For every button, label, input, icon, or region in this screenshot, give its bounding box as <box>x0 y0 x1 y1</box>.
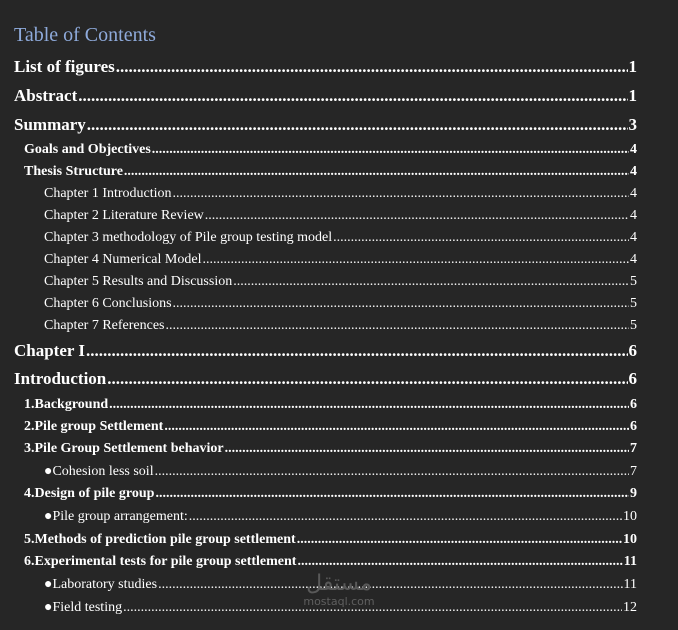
toc-page-number: 7 <box>630 441 637 456</box>
bullet-icon: ● <box>44 509 53 524</box>
toc-page-number: 4 <box>630 142 637 157</box>
toc-page-number: 10 <box>623 509 637 524</box>
toc-entry-cohesion-less-soil[interactable] <box>44 464 637 480</box>
toc-page-number: 5 <box>630 296 637 311</box>
dot-leader <box>205 208 629 224</box>
toc-page-number: 10 <box>623 532 637 547</box>
toc-page-number: 1 <box>628 57 637 76</box>
toc-entry-text: Summary <box>14 115 86 134</box>
toc-entry-text: Chapter 1 Introduction <box>44 186 172 201</box>
toc-page-number: 11 <box>623 554 637 569</box>
toc-entry-design-of-pile-group[interactable] <box>24 486 637 502</box>
toc-page-number: 1 <box>628 86 637 105</box>
toc-entry-text: Pile Group Settlement behavior <box>34 441 224 456</box>
dot-leader <box>124 164 629 180</box>
toc-page-number: 4 <box>630 164 637 179</box>
toc-page-number: 7 <box>630 464 637 479</box>
toc-entry-chapter-7[interactable] <box>44 318 637 334</box>
dot-leader <box>107 369 627 389</box>
toc-entry-text: Chapter 7 References <box>44 318 165 333</box>
toc-entry-number: 3. <box>24 441 35 456</box>
dot-leader <box>78 86 627 106</box>
watermark-url: mostaql.com <box>303 595 375 608</box>
toc-page-number: 4 <box>630 186 637 201</box>
dot-leader <box>155 464 629 480</box>
toc-page-number: 6 <box>630 397 637 412</box>
bullet-icon: ● <box>44 600 53 615</box>
toc-entry-chapter-3[interactable] <box>44 230 637 246</box>
toc-entry-laboratory-studies[interactable] <box>44 577 637 593</box>
toc-entry-chapter-4[interactable] <box>44 252 637 268</box>
dot-leader <box>109 397 629 413</box>
toc-entry-text: Background <box>34 397 109 412</box>
toc-entry-text: List of figures <box>14 57 115 76</box>
toc-entry-number: 5. <box>24 532 35 547</box>
dot-leader <box>297 532 622 548</box>
dot-leader <box>173 296 629 312</box>
toc-entry-number: 4. <box>24 486 35 501</box>
toc-page-number: 12 <box>623 600 637 615</box>
toc-page-number: 5 <box>630 318 637 333</box>
toc-entry-chapter-i[interactable] <box>14 341 637 361</box>
toc-entry-number: 1. <box>24 397 35 412</box>
watermark-arabic-text: مستقل <box>306 571 372 596</box>
toc-entry-text: Chapter I <box>14 341 85 360</box>
toc-entry-text: Goals and Objectives <box>24 142 151 157</box>
toc-entry-background[interactable] <box>24 397 637 413</box>
bullet-icon: ● <box>44 464 53 479</box>
dot-leader <box>202 252 629 268</box>
toc-heading: Table of Contents <box>14 24 156 46</box>
toc-page-number: 6 <box>628 369 637 388</box>
toc-entry-text: Chapter 5 Results and Discussion <box>44 274 233 289</box>
toc-entry-text: Pile group Settlement <box>34 419 164 434</box>
toc-entry-summary[interactable] <box>14 115 637 135</box>
toc-page-number: 6 <box>628 341 637 360</box>
toc-entry-chapter-6[interactable] <box>44 296 637 312</box>
toc-entry-chapter-5[interactable] <box>44 274 637 290</box>
toc-entry-text: Thesis Structure <box>24 164 123 179</box>
dot-leader <box>189 509 622 525</box>
toc-page-number: 4 <box>630 208 637 223</box>
toc-entry-chapter-2[interactable] <box>44 208 637 224</box>
dot-leader <box>225 441 629 457</box>
toc-entry-introduction[interactable] <box>14 369 637 389</box>
dot-leader <box>233 274 629 290</box>
toc-entry-settlement-behavior[interactable] <box>24 441 637 457</box>
toc-entry-text: Chapter 4 Numerical Model <box>44 252 202 267</box>
toc-entry-chapter-1[interactable] <box>44 186 637 202</box>
dot-leader <box>158 577 622 593</box>
dot-leader <box>166 318 630 334</box>
toc-entry-text: Methods of prediction pile group settlement <box>34 532 296 547</box>
toc-entry-text: Pile group arrangement: <box>52 509 188 524</box>
toc-entry-text: Abstract <box>14 86 78 105</box>
toc-entry-text: Field testing <box>52 600 123 615</box>
toc-entry-text: Chapter 3 methodology of Pile group testing model <box>44 230 333 245</box>
toc-entry-text: Cohesion less soil <box>52 464 154 479</box>
toc-page-number: 3 <box>628 115 637 134</box>
dot-leader <box>86 341 628 361</box>
toc-entry-field-testing[interactable] <box>44 600 637 616</box>
toc-page-number: 11 <box>623 577 637 592</box>
toc-page-number: 9 <box>630 486 637 501</box>
dot-leader <box>116 57 628 77</box>
dot-leader <box>164 419 629 435</box>
toc-entry-text: Chapter 6 Conclusions <box>44 296 172 311</box>
bullet-icon: ● <box>44 577 53 592</box>
toc-entry-experimental-tests[interactable] <box>24 554 637 570</box>
toc-page-number: 4 <box>630 230 637 245</box>
toc-entry-text: Experimental tests for pile group settlement <box>34 554 297 569</box>
dot-leader <box>333 230 629 246</box>
toc-entry-list-of-figures[interactable] <box>14 57 637 77</box>
toc-entry-pile-group-settlement[interactable] <box>24 419 637 435</box>
toc-entry-pile-group-arrangement[interactable] <box>44 509 637 525</box>
toc-page-number: 4 <box>630 252 637 267</box>
dot-leader <box>123 600 622 616</box>
toc-entry-methods-of-prediction[interactable] <box>24 532 637 548</box>
dot-leader <box>155 486 629 502</box>
dot-leader <box>173 186 629 202</box>
toc-entry-number: 2. <box>24 419 35 434</box>
toc-entry-text: Introduction <box>14 369 107 388</box>
dot-leader <box>87 115 628 135</box>
toc-entry-thesis-structure[interactable] <box>24 164 637 180</box>
toc-entry-text: Design of pile group <box>34 486 155 501</box>
dot-leader <box>152 142 629 158</box>
toc-entry-abstract[interactable] <box>14 86 637 106</box>
toc-entry-text: Laboratory studies <box>52 577 158 592</box>
toc-entry-text: Chapter 2 Literature Review <box>44 208 204 223</box>
toc-page-number: 6 <box>630 419 637 434</box>
toc-entry-goals[interactable] <box>24 142 637 158</box>
dot-leader <box>297 554 622 570</box>
toc-entry-number: 6. <box>24 554 35 569</box>
toc-page-number: 5 <box>630 274 637 289</box>
